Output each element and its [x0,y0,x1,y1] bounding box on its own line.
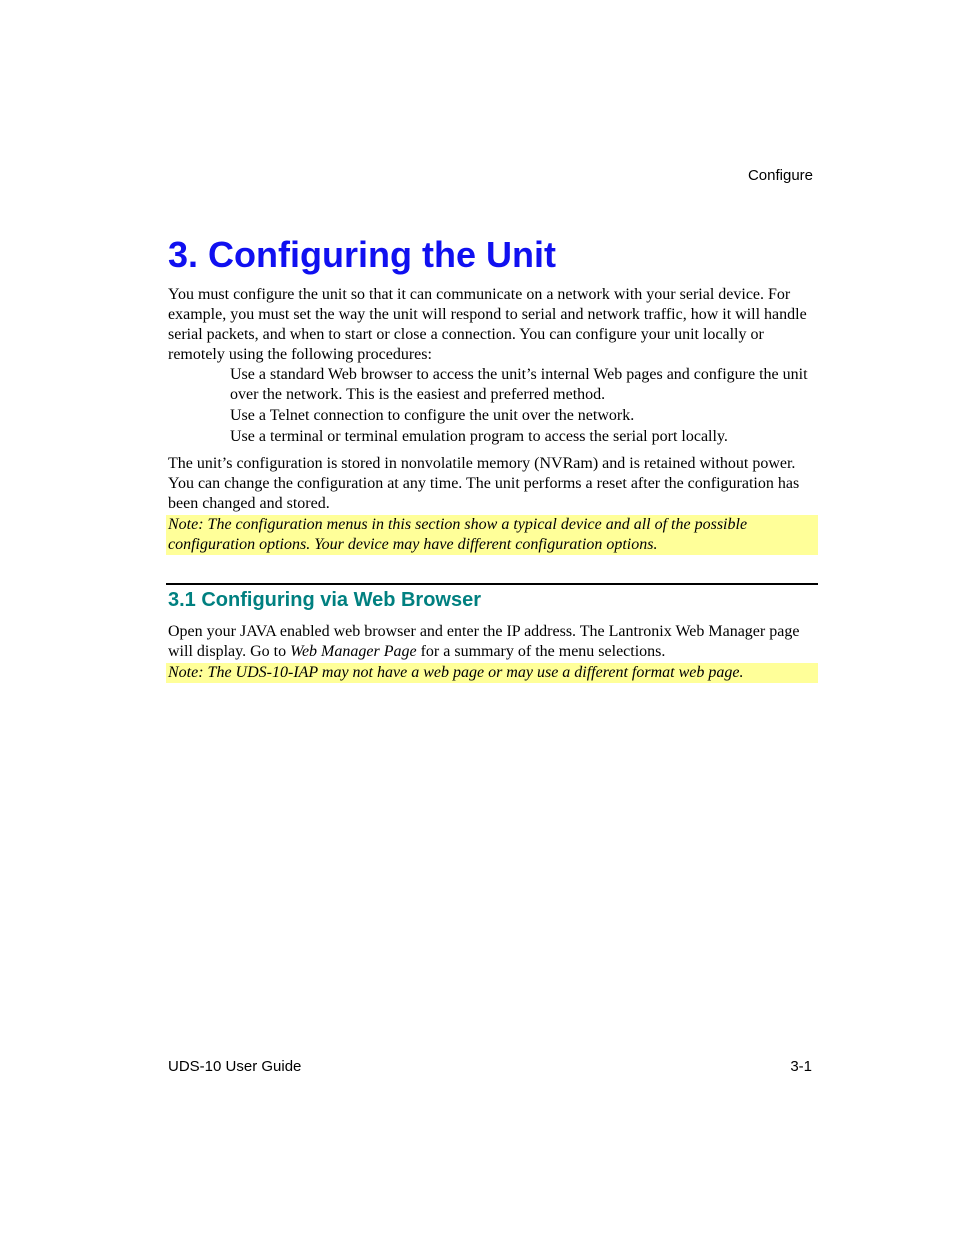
running-header: Configure [747,167,813,184]
section-title: 3.1 Configuring via Web Browser [168,589,482,611]
web-manager-page-reference[interactable]: Web Manager Page [290,643,417,660]
web-browser-text-start: Open your JAVA enabled web browser and enter the IP address. The Lantronix Web Manager page will display. Go to [168,623,800,660]
intro-paragraph: You must configure the unit so that it can communicate on a network with your serial device. For example, you must set the way the unit will respond to serial and network traffic, how it will handle serial packets, and when to start or close a connection. You can configure your unit locally or remotely using the following procedures: [168,286,807,363]
web-browser-text-end: for a summary of the menu selections. [416,643,666,660]
section-divider [166,583,818,585]
procedure-item-serial: Use a terminal or terminal emulation program to access the serial port locally. [230,428,728,445]
footer-page-number: 3-1 [790,1058,812,1075]
web-browser-paragraph [168,622,816,662]
chapter-title: 3. Configuring the Unit [168,234,556,275]
configuration-note: Note: The configuration menus in this section show a typical device and all of the possible configuration options. Your device may have different configuration options. [166,515,818,555]
procedure-item-telnet: Use a Telnet connection to configure the unit over the network. [230,407,635,424]
web-page-note: Note: The UDS-10-IAP may not have a web page or may use a different format web page. [166,663,818,683]
procedure-list [168,365,816,447]
procedure-item-web: Use a standard Web browser to access the unit’s internal Web pages and configure the unit over the network. This is the easiest and preferred method. [230,366,808,403]
footer-guide-name: UDS-10 User Guide [168,1058,302,1075]
storage-paragraph: The unit’s configuration is stored in nonvolatile memory (NVRam) and is retained without power. You can change the configuration at any time. The unit performs a reset after the configuration has been changed and stored. [168,455,800,512]
page-content [168,233,816,683]
